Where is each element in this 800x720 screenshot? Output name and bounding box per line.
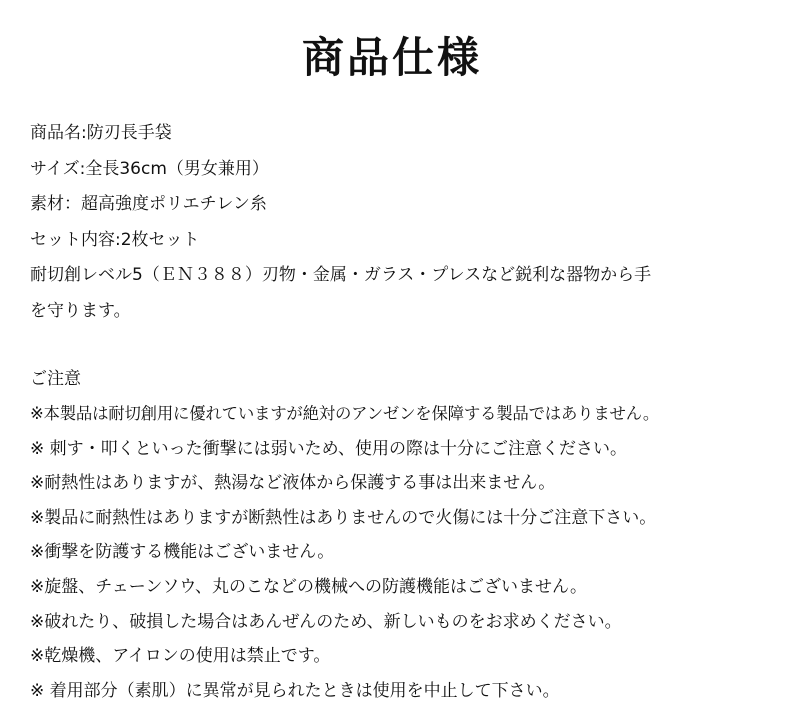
spec-section bbox=[30, 116, 790, 329]
caution-heading: ご注意 bbox=[30, 369, 81, 389]
caution-item: ※乾燥機、アイロンの使用は禁止です。 bbox=[30, 646, 331, 667]
caution-item: ※ 着用部分（素肌）に異常が見られたときは使用を中止して下さい。 bbox=[30, 680, 560, 701]
caution-item: ※耐熱性はありますが、熱湯など液体から保護する事は出来ません。 bbox=[30, 473, 556, 494]
page-title: 商品仕様 bbox=[301, 33, 482, 82]
caution-item: ※衝撃を防護する機能はございません。 bbox=[30, 542, 335, 563]
spec-set-contents: セット内容:2枚セット bbox=[30, 229, 200, 250]
caution-section bbox=[30, 362, 800, 708]
caution-item: ※ 刺す・叩くといった衝撃には弱いため、使用の際は十分にご注意ください。 bbox=[30, 438, 627, 459]
spec-cut-level-continued: を守ります。 bbox=[30, 300, 131, 321]
spec-cut-level: 耐切創レベル5（ＥＮ３８８）刃物・金属・ガラス・プレスなど鋭利な器物から手 bbox=[30, 265, 652, 285]
caution-item: ※旋盤、チェーンソウ、丸のこなどの機械への防護機能はございません。 bbox=[30, 576, 588, 597]
caution-item: ※破れたり、破損した場合はあんぜんのため、新しいものをお求めください。 bbox=[30, 611, 622, 632]
spec-product-name: 商品名:防刃長手袋 bbox=[30, 123, 172, 143]
caution-item: ※製品に耐熱性はありますが断熱性はありませんので火傷には十分ご注意下さい。 bbox=[30, 507, 657, 528]
spec-material: 素材：超高強度ポリエチレン糸 bbox=[30, 194, 267, 214]
spec-size: サイズ:全長36cm（男女兼用） bbox=[30, 158, 269, 179]
caution-item: ※本製品は耐切創用に優れていますが絶対のアンゼンを保障する製品ではありません。 bbox=[30, 404, 660, 423]
